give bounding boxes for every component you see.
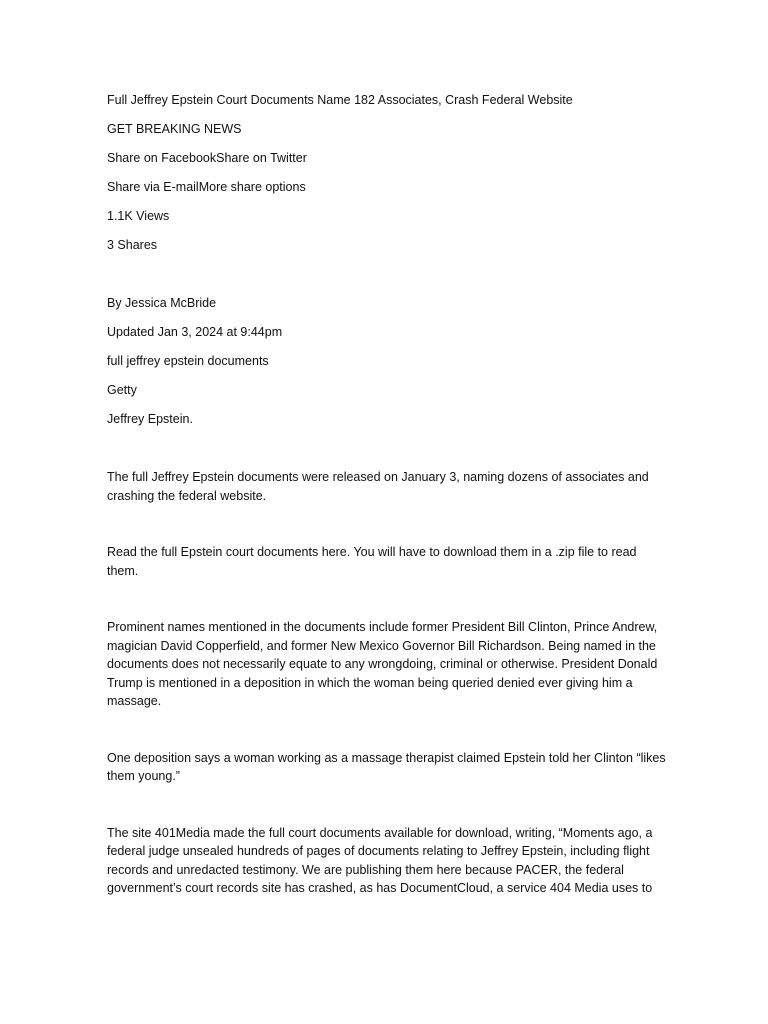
article-paragraph: Prominent names mentioned in the documents include former President Bill Clinton, Prince Andrew, magician David Copperfield, and former New Mexico Governor Bill Richardson. Being named in the documents does not necessarily equate to any wrongdoing, criminal or otherwise. President Donald Trump is mentioned in a deposition in which the woman being queried denied ever giving him a massage. bbox=[107, 620, 658, 708]
spacer bbox=[107, 505, 667, 543]
spacer bbox=[107, 439, 667, 468]
article-headline: Full Jeffrey Epstein Court Documents Name 182 Associates, Crash Federal Website bbox=[107, 93, 573, 107]
article-paragraph: The full Jeffrey Epstein documents were released on January 3, naming dozens of associates and crashing the federal website. bbox=[107, 470, 649, 503]
image-caption: Jeffrey Epstein. bbox=[107, 412, 193, 426]
image-credit: Getty bbox=[107, 383, 137, 397]
image-alt-text: full jeffrey epstein documents bbox=[107, 354, 269, 368]
article-page bbox=[107, 91, 667, 898]
updated-timestamp: Updated Jan 3, 2024 at 9:44pm bbox=[107, 325, 283, 339]
share-links-row-1[interactable]: Share on FacebookShare on Twitter bbox=[107, 151, 307, 165]
share-links-row-2[interactable]: Share via E-mailMore share options bbox=[107, 180, 306, 194]
spacer bbox=[107, 580, 667, 618]
byline: By Jessica McBride bbox=[107, 296, 217, 310]
article-paragraph: One deposition says a woman working as a massage therapist claimed Epstein told her Clinton “likes them young.” bbox=[107, 750, 666, 783]
spacer bbox=[107, 786, 667, 824]
share-count: 3 Shares bbox=[107, 238, 158, 252]
article-paragraph: The site 401Media made the full court documents available for download, writing, “Moments ago, a federal judge unsealed hundreds of pages of documents relating to Jeffrey Epstein, including flight records and unredacted testimony. We are publishing them here because PACER, the federal government’s court records site has crashed, as has DocumentCloud, a service 404 Media uses to bbox=[107, 825, 653, 895]
view-count: 1.1K Views bbox=[107, 209, 170, 223]
article-paragraph: Read the full Epstein court documents here. You will have to download them in a .zip file to read them. bbox=[107, 545, 637, 578]
spacer bbox=[107, 711, 667, 749]
breaking-news-link[interactable]: GET BREAKING NEWS bbox=[107, 122, 242, 136]
spacer bbox=[107, 265, 667, 294]
